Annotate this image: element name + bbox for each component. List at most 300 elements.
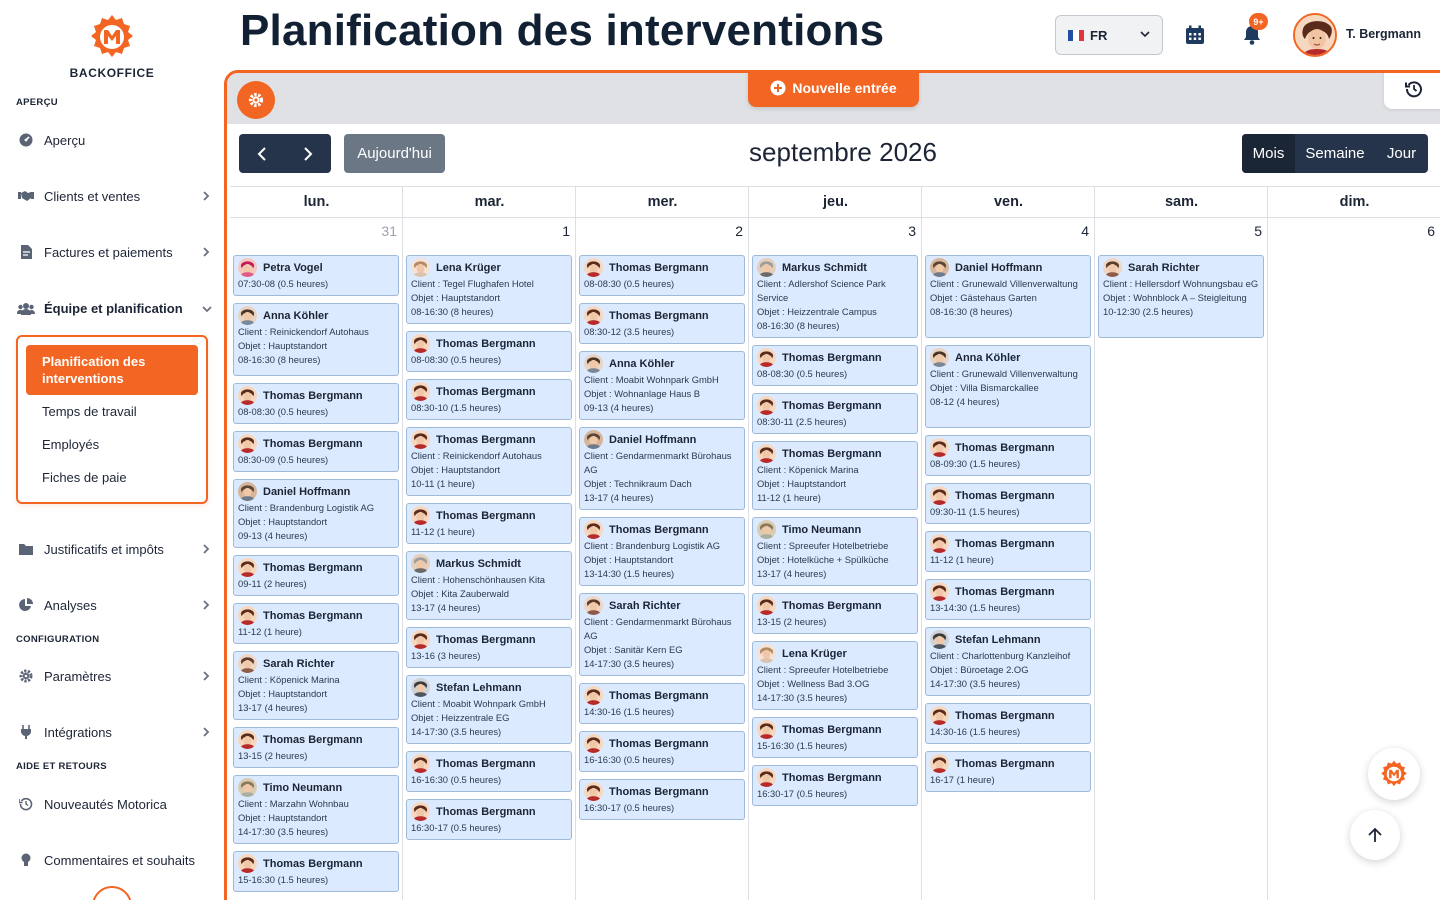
event-detail: Objet : Hauptstandort — [757, 478, 847, 489]
event-detail: 08:30-12 (3.5 heures) — [584, 326, 675, 337]
employee-avatar — [411, 802, 430, 821]
nav-clients[interactable] — [16, 184, 212, 208]
event-employee — [411, 630, 567, 649]
arrow-up-icon — [1368, 827, 1382, 843]
calendar-event[interactable] — [925, 627, 1091, 696]
language-value: FR — [1090, 27, 1108, 43]
event-employee — [930, 754, 1086, 773]
gear-icon — [16, 669, 36, 683]
event-detail: 13-14:30 (1.5 heures) — [930, 602, 1021, 613]
event-detail: 07:30-08 (0.5 heures) — [238, 278, 329, 289]
event-detail: 11-12 (1 heure) — [238, 626, 302, 637]
event-employee-name: Thomas Bergmann — [436, 509, 536, 522]
nav-integrations[interactable] — [16, 720, 212, 744]
calendar-event[interactable] — [233, 603, 399, 644]
employee-avatar — [238, 730, 257, 749]
employee-avatar — [584, 354, 603, 373]
event-employee-name: Thomas Bergmann — [436, 337, 536, 350]
section-config: CONFIGURATION — [16, 634, 100, 645]
calendar-event[interactable] — [752, 441, 918, 510]
calendar-event[interactable] — [579, 731, 745, 772]
calendar-event[interactable] — [233, 479, 399, 548]
event-detail: 16-16:30 (0.5 heures) — [584, 754, 675, 765]
event-detail: Objet : Hauptstandort — [584, 554, 674, 565]
event-employee — [757, 258, 913, 277]
day-number[interactable]: 31 — [381, 223, 397, 239]
calendar-event[interactable] — [925, 703, 1091, 744]
event-employee-name: Thomas Bergmann — [436, 805, 536, 818]
day-number[interactable]: 4 — [1081, 223, 1089, 239]
calendar-event[interactable] — [579, 427, 745, 510]
event-employee-name: Thomas Bergmann — [436, 757, 536, 770]
calendar-event[interactable] — [579, 517, 745, 586]
nav-documents-label: Justificatifs et impôts — [44, 541, 164, 557]
nav-analyses[interactable] — [16, 593, 212, 617]
weekday-header: ven. — [922, 186, 1095, 218]
employee-avatar — [411, 506, 430, 525]
event-employee-name: Thomas Bergmann — [955, 585, 1055, 598]
event-employee — [238, 606, 394, 625]
event-detail: Objet : Sanitär Kern EG — [584, 644, 683, 655]
nav-feedback[interactable] — [16, 848, 212, 872]
event-employee — [930, 630, 1086, 649]
calendar-event[interactable] — [579, 779, 745, 820]
employee-avatar — [238, 306, 257, 325]
event-detail: 16:30-17 (0.5 heures) — [757, 788, 848, 799]
event-detail: 10-12:30 (2.5 heures) — [1103, 306, 1194, 317]
day-number[interactable]: 2 — [735, 223, 743, 239]
invoice-icon — [16, 245, 36, 259]
event-detail: Objet : Villa Bismarckallee — [930, 382, 1039, 393]
event-employee-name: Timo Neumann — [782, 523, 862, 536]
employee-avatar — [584, 782, 603, 801]
event-detail: 08-08:30 (0.5 heures) — [584, 278, 675, 289]
event-employee-name: Thomas Bergmann — [782, 447, 882, 460]
calendar-event[interactable] — [233, 775, 399, 844]
event-employee — [930, 438, 1086, 457]
event-detail: 13-17 (4 heures) — [411, 602, 481, 613]
sidebar-avatar[interactable] — [92, 886, 132, 900]
calendar-event[interactable] — [233, 383, 399, 424]
page-title: Planification des interventions — [240, 6, 885, 55]
calendar-event[interactable] — [752, 393, 918, 434]
view-month-button[interactable]: Mois — [1242, 134, 1295, 173]
event-detail: Objet : Heizzentrale Campus — [757, 306, 877, 317]
event-detail: Objet : Heizzentrale EG — [411, 712, 510, 723]
event-employee-name: Thomas Bergmann — [782, 771, 882, 784]
day-number[interactable]: 3 — [908, 223, 916, 239]
calendar-event[interactable] — [406, 751, 572, 792]
event-employee — [757, 396, 913, 415]
calendar-event[interactable] — [925, 531, 1091, 572]
event-employee — [584, 520, 740, 539]
event-employee-name: Thomas Bergmann — [436, 385, 536, 398]
user-name[interactable]: T. Bergmann — [1346, 27, 1422, 41]
prev-month-button[interactable] — [239, 134, 285, 173]
calendar-event[interactable] — [233, 431, 399, 472]
event-detail: 14:30-16 (1.5 heures) — [584, 706, 675, 717]
next-month-button[interactable] — [285, 134, 331, 173]
employee-avatar — [411, 678, 430, 697]
calendar-event[interactable] — [925, 255, 1091, 338]
calendar-event[interactable] — [233, 555, 399, 596]
calendar-event[interactable] — [752, 593, 918, 634]
employee-avatar — [757, 348, 776, 367]
event-employee — [757, 644, 913, 663]
calendar-event[interactable] — [925, 579, 1091, 620]
history-button[interactable] — [1384, 70, 1440, 109]
calendar-event[interactable] — [406, 799, 572, 840]
event-detail: 10-11 (1 heure) — [411, 478, 475, 489]
calendar-event[interactable] — [752, 517, 918, 586]
employee-avatar — [411, 430, 430, 449]
today-button[interactable]: Aujourd'hui — [344, 134, 445, 173]
event-employee — [757, 520, 913, 539]
calendar-event[interactable] — [406, 551, 572, 620]
employee-avatar — [930, 348, 949, 367]
event-detail: 08-09:30 (1.5 heures) — [930, 458, 1021, 469]
users-icon — [16, 302, 36, 315]
event-detail: Objet : Wohnanlage Haus B — [584, 388, 701, 399]
event-detail: 09:30-11 (1.5 heures) — [930, 506, 1020, 517]
plus-circle-icon — [770, 80, 786, 96]
calendar-panel — [224, 70, 1440, 900]
event-employee — [411, 334, 567, 353]
event-employee — [584, 686, 740, 705]
weekday-header: jeu. — [749, 186, 922, 218]
employee-avatar — [238, 654, 257, 673]
event-employee — [411, 258, 567, 277]
calendar-event[interactable] — [579, 351, 745, 420]
event-employee-name: Sarah Richter — [609, 599, 681, 612]
event-employee-name: Anna Köhler — [263, 309, 329, 322]
chevron-right-icon — [202, 671, 212, 681]
event-detail: Objet : Hotelküche + Spülküche — [757, 554, 889, 565]
new-entry-label: Nouvelle entrée — [792, 80, 897, 96]
event-detail: Client : Moabit Wohnpark GmbH — [411, 698, 546, 709]
event-detail: 08-16:30 (8 heures) — [757, 320, 840, 331]
event-detail: 13-17 (4 heures) — [584, 492, 654, 503]
event-detail: Client : Spreeufer Hotelbetriebe — [757, 540, 889, 551]
nav-news-label: Nouveautés Motorica — [44, 796, 167, 812]
event-detail: Client : Moabit Wohnpark GmbH — [584, 374, 719, 385]
event-employee-name: Thomas Bergmann — [436, 633, 536, 646]
employee-avatar — [930, 258, 949, 277]
event-employee — [584, 354, 740, 373]
nav-settings[interactable] — [16, 664, 212, 688]
view-day-button[interactable]: Jour — [1386, 145, 1417, 162]
view-switcher — [1242, 134, 1428, 173]
language-select[interactable] — [1055, 15, 1163, 55]
event-employee — [584, 258, 740, 277]
pie-chart-icon — [16, 598, 36, 612]
event-detail: Client : Spreeufer Hotelbetriebe — [757, 664, 889, 675]
event-employee-name: Thomas Bergmann — [609, 523, 709, 536]
day-number[interactable]: 1 — [562, 223, 570, 239]
calendar-event[interactable] — [233, 651, 399, 720]
dashboard-icon — [16, 133, 36, 147]
calendar-event[interactable] — [406, 379, 572, 420]
employee-avatar — [930, 754, 949, 773]
event-employee-name: Anna Köhler — [609, 357, 675, 370]
calendar-event[interactable] — [752, 717, 918, 758]
submenu-employees[interactable]: Employés — [42, 437, 100, 452]
event-detail: Objet : Wohnblock A – Steigleitung — [1103, 292, 1247, 303]
employee-avatar — [584, 306, 603, 325]
calendar-event[interactable] — [1098, 255, 1264, 338]
day-column-divider — [402, 186, 403, 900]
event-detail: 13-16 (3 heures) — [411, 650, 481, 661]
calendar-event[interactable] — [406, 331, 572, 372]
calendar-settings-button[interactable] — [237, 81, 275, 119]
event-employee — [411, 382, 567, 401]
event-detail: 16:30-17 (0.5 heures) — [584, 802, 675, 813]
event-detail: Objet : Hauptstandort — [238, 516, 328, 527]
nav-documents[interactable] — [16, 537, 212, 561]
calendar-event[interactable] — [233, 851, 399, 892]
day-column-divider — [921, 186, 922, 900]
employee-avatar — [238, 606, 257, 625]
calendar-event[interactable] — [925, 345, 1091, 428]
event-employee-name: Thomas Bergmann — [263, 389, 363, 402]
employee-avatar — [411, 554, 430, 573]
employee-avatar — [238, 854, 257, 873]
day-number[interactable]: 6 — [1427, 223, 1435, 239]
submenu-payslips[interactable]: Fiches de paie — [42, 470, 127, 485]
nav-integrations-label: Intégrations — [44, 724, 112, 740]
employee-avatar — [757, 396, 776, 415]
employee-avatar — [411, 334, 430, 353]
scroll-top-button[interactable] — [1350, 810, 1400, 860]
event-employee — [411, 678, 567, 697]
employee-avatar — [238, 434, 257, 453]
chevron-down-icon — [1140, 29, 1150, 41]
event-employee — [411, 802, 567, 821]
event-employee — [1103, 258, 1259, 277]
calendar-event[interactable] — [406, 675, 572, 744]
calendar-event[interactable] — [579, 303, 745, 344]
calendar-event[interactable] — [752, 765, 918, 806]
calendar-event[interactable] — [752, 255, 918, 338]
event-detail: 13-17 (4 heures) — [238, 702, 308, 713]
event-detail: Client : Brandenburg Logistik AG — [584, 540, 721, 551]
event-detail: 14-17:30 (3.5 heures) — [411, 726, 502, 737]
event-employee — [930, 534, 1086, 553]
calendar-event[interactable] — [233, 255, 399, 296]
event-detail: 13-17 (4 heures) — [757, 568, 827, 579]
event-detail: Objet : Wellness Bad 3.OG — [757, 678, 870, 689]
nav-invoices[interactable] — [16, 240, 212, 264]
employee-avatar — [411, 630, 430, 649]
motorica-assistant-button[interactable] — [1368, 748, 1420, 800]
event-detail: 14-17:30 (3.5 heures) — [757, 692, 848, 703]
day-column-divider — [575, 186, 576, 900]
event-employee-name: Markus Schmidt — [436, 557, 521, 570]
calendar-event[interactable] — [406, 427, 572, 496]
calendar-event[interactable] — [752, 345, 918, 386]
event-detail: 08-16:30 (8 heures) — [238, 354, 321, 365]
calendar-event[interactable] — [406, 255, 572, 324]
weekday-header: mer. — [576, 186, 749, 218]
event-employee — [584, 596, 740, 615]
calendar-event[interactable] — [579, 593, 745, 676]
event-employee — [757, 720, 913, 739]
month-title: septembre 2026 — [749, 137, 937, 167]
event-employee-name: Thomas Bergmann — [955, 757, 1055, 770]
event-employee-name: Thomas Bergmann — [955, 441, 1055, 454]
event-employee-name: Sarah Richter — [1128, 261, 1200, 274]
employee-avatar — [238, 386, 257, 405]
nav-overview-label: Aperçu — [44, 132, 86, 148]
calendar-event[interactable] — [233, 303, 399, 376]
weekday-header: sam. — [1095, 186, 1268, 218]
event-employee — [757, 768, 913, 787]
france-flag-icon — [1068, 30, 1084, 41]
event-detail: Client : Köpenick Marina — [238, 674, 340, 685]
event-detail: 14-17:30 (3.5 heures) — [238, 826, 329, 837]
event-employee — [238, 854, 394, 873]
event-employee-name: Thomas Bergmann — [955, 489, 1055, 502]
event-employee-name: Lena Krüger — [782, 647, 847, 660]
day-column-divider — [1267, 186, 1268, 900]
event-employee-name: Thomas Bergmann — [782, 399, 882, 412]
notification-badge: 9+ — [1249, 13, 1268, 30]
event-employee — [930, 486, 1086, 505]
event-detail: Client : Tegel Flughafen Hotel — [411, 278, 534, 289]
chevron-right-icon — [202, 544, 212, 554]
calendar-event[interactable] — [406, 627, 572, 668]
user-avatar[interactable] — [1293, 13, 1337, 57]
employee-avatar — [757, 768, 776, 787]
employee-avatar — [757, 644, 776, 663]
event-detail: Objet : Gästehaus Garten — [930, 292, 1037, 303]
event-employee-name: Thomas Bergmann — [263, 561, 363, 574]
event-employee — [238, 654, 394, 673]
motorica-logo[interactable] — [89, 14, 135, 60]
employee-avatar — [1103, 258, 1122, 277]
new-entry-button[interactable] — [748, 70, 919, 107]
event-detail: 08-08:30 (0.5 heures) — [238, 406, 329, 417]
history-icon — [16, 797, 36, 811]
nav-team-label: Équipe et planification — [44, 300, 183, 316]
calendar-event[interactable] — [233, 727, 399, 768]
event-employee-name: Thomas Bergmann — [609, 261, 709, 274]
event-employee — [238, 558, 394, 577]
calendar-event[interactable] — [406, 503, 572, 544]
employee-avatar — [930, 706, 949, 725]
calendar-event[interactable] — [579, 255, 745, 296]
employee-avatar — [238, 482, 257, 501]
gear-icon — [248, 92, 264, 108]
nav-clients-label: Clients et ventes — [44, 188, 141, 204]
event-employee-name: Thomas Bergmann — [609, 309, 709, 322]
event-detail: 08:30-10 (1.5 heures) — [411, 402, 502, 413]
employee-avatar — [584, 596, 603, 615]
employee-avatar — [411, 258, 430, 277]
nav-overview[interactable] — [16, 128, 212, 152]
event-employee-name: Markus Schmidt — [782, 261, 867, 274]
event-employee-name: Stefan Lehmann — [955, 633, 1041, 646]
nav-news[interactable] — [16, 792, 212, 816]
event-employee-name: Thomas Bergmann — [436, 433, 536, 446]
event-detail: 08-12 (4 heures) — [930, 396, 1000, 407]
event-detail: 08-08:30 (0.5 heures) — [411, 354, 502, 365]
view-week-button[interactable]: Semaine — [1305, 145, 1365, 162]
employee-avatar — [930, 438, 949, 457]
event-detail: 13-15 (2 heures) — [238, 750, 308, 761]
event-detail: 08:30-11 (2.5 heures) — [757, 416, 847, 427]
submenu-working-time[interactable]: Temps de travail — [42, 404, 137, 419]
nav-team[interactable] — [16, 296, 212, 320]
calendar-event[interactable] — [752, 641, 918, 710]
event-employee-name: Thomas Bergmann — [609, 785, 709, 798]
event-employee-name: Thomas Bergmann — [782, 723, 882, 736]
employee-avatar — [584, 520, 603, 539]
event-detail: 14-17:30 (3.5 heures) — [930, 678, 1021, 689]
event-detail: Client : Gendarmenmarkt Bürohaus AG — [584, 616, 732, 641]
chevron-right-icon — [202, 727, 212, 737]
event-employee — [238, 778, 394, 797]
employee-avatar — [584, 258, 603, 277]
event-detail: 11-12 (1 heure) — [757, 492, 821, 503]
calendar-event[interactable] — [925, 483, 1091, 524]
event-detail: Client : Charlottenburg Kanzleihof — [930, 650, 1071, 661]
event-employee — [584, 734, 740, 753]
employee-avatar — [411, 382, 430, 401]
employee-avatar — [757, 444, 776, 463]
employee-avatar — [930, 534, 949, 553]
event-employee — [757, 444, 913, 463]
event-employee-name: Thomas Bergmann — [955, 537, 1055, 550]
employee-avatar — [757, 596, 776, 615]
event-employee — [411, 754, 567, 773]
employee-avatar — [238, 778, 257, 797]
calendar-nav-buttons — [239, 134, 331, 173]
event-employee — [930, 706, 1086, 725]
employee-avatar — [411, 754, 430, 773]
event-detail: Client : Brandenburg Logistik AG — [238, 502, 375, 513]
event-detail: Objet : Büroetage 2.OG — [930, 664, 1029, 675]
nav-invoices-label: Factures et paiements — [44, 244, 173, 260]
calendar-event[interactable] — [579, 683, 745, 724]
event-detail: Client : Gendarmenmarkt Bürohaus AG — [584, 450, 732, 475]
event-employee-name: Thomas Bergmann — [609, 737, 709, 750]
folder-icon — [16, 543, 36, 555]
event-detail: 16:30-17 (0.5 heures) — [411, 822, 502, 833]
event-employee-name: Thomas Bergmann — [955, 709, 1055, 722]
day-number[interactable]: 5 — [1254, 223, 1262, 239]
section-overview: APERÇU — [16, 97, 58, 108]
event-detail: Client : Grunewald Villenverwaltung — [930, 278, 1078, 289]
event-detail: Objet : Hauptstandort — [411, 464, 501, 475]
event-detail: 08-08:30 (0.5 heures) — [757, 368, 848, 379]
event-employee — [238, 434, 394, 453]
submenu-planning[interactable]: Planification des interventions — [26, 345, 198, 395]
employee-avatar — [757, 720, 776, 739]
calendar-event[interactable] — [925, 751, 1091, 792]
weekday-header: mar. — [403, 186, 576, 218]
employee-avatar — [930, 486, 949, 505]
employee-avatar — [757, 258, 776, 277]
calendar-icon[interactable] — [1181, 21, 1209, 49]
event-employee-name: Daniel Hoffmann — [263, 485, 351, 498]
event-detail: Objet : Hauptstandort — [238, 812, 328, 823]
event-employee-name: Sarah Richter — [263, 657, 335, 670]
event-detail: Client : Reinickendorf Autohaus — [411, 450, 542, 461]
event-detail: 13-15 (2 heures) — [757, 616, 827, 627]
calendar-event[interactable] — [925, 435, 1091, 476]
event-employee — [238, 386, 394, 405]
